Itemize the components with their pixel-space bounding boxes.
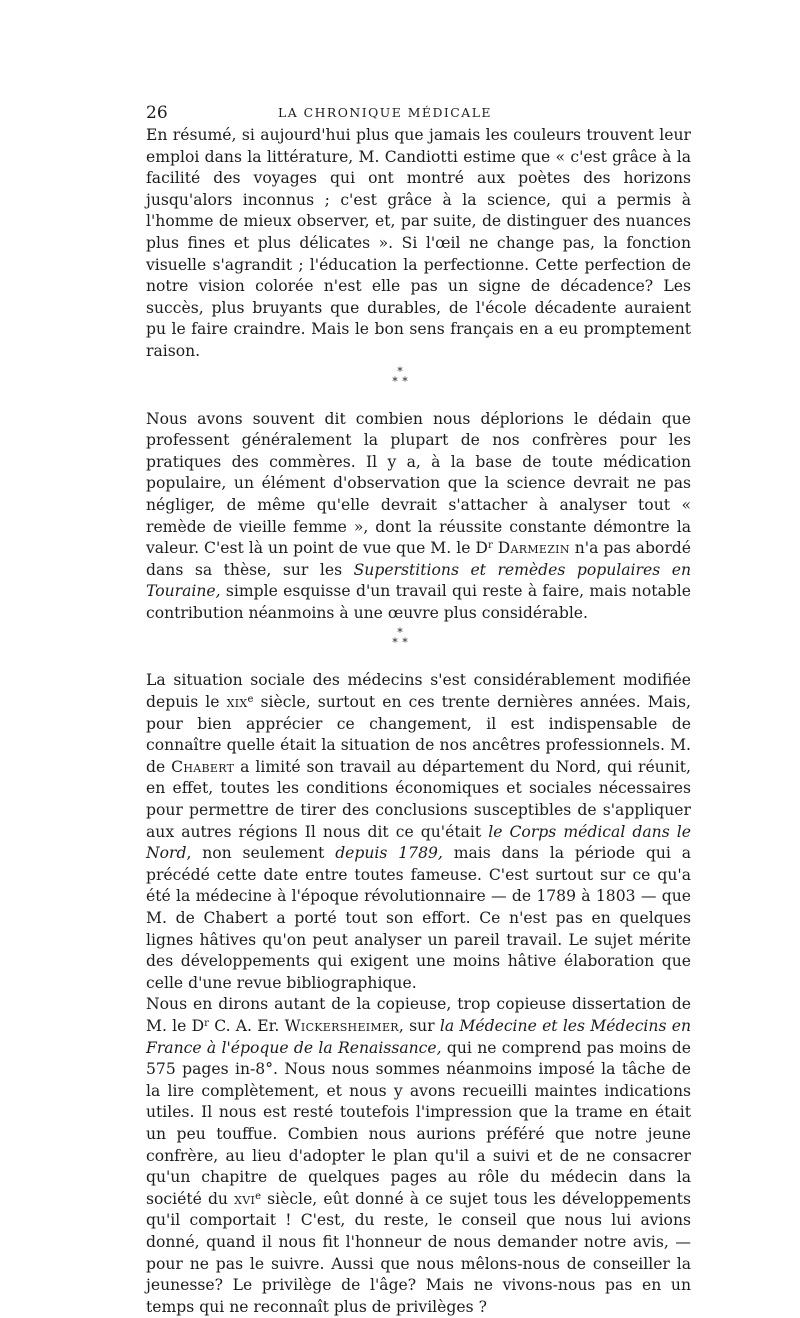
paragraph-text-end: siècle, eût donné à ce sujet tous les développements qu'il comportait ! C'est, du reste, le conseil que nous lui avions donné, quand il nous fit l'honneur de nous demander notre avis, — pour ne pas le suivre. Aussi que nous mêlons-nous de conseiller la jeunesse? Le privilège de l'âge? Mais ne vivons-nous pas en un temps qui ne reconnaît plus de privilèges ? (146, 1189, 692, 1316)
paragraph-text-middle: siècle, surtout en ces trente dernières années. Mais, pour bien apprécier ce changement, il est indispensable de connaître quelle était la situation de nos ancêtres professionnels. M. de (146, 693, 691, 776)
author-initials: C. A. Er. (208, 1016, 285, 1035)
period-phrase: depuis 1789, (335, 844, 443, 863)
author-name: Chabert (171, 757, 235, 776)
paragraph-text-end: mais dans la période qui a précédé cette date entre toutes fameuse. C'est surtout sur ce qu'a été la médecine à l'époque révolutionnaire — de 1789 à 1803 — que M. de Chabert a porté tout son effort. Ce n'est pas en quelques lignes hâtives qu'on peut analyser un pareil travail. Le sujet mérite des développements qui exigent une moins hâtive élaboration que celle d'une revue bibliographique. (146, 844, 692, 992)
paragraph-text-end: simple esquisse d'un travail qui reste à faire, mais notable contribution néanmoins à une œuvre plus considérable. (146, 582, 691, 622)
paragraph-text-start: La situation sociale des médecins s'est considérablement modifiée depuis le (146, 671, 691, 712)
paragraph-text: En résumé, si aujourd'hui plus que jamais les couleurs trouvent leur emploi dans la littérature, M. Candiotti estime que « c'est grâce à la facilité des voyages qui ont montré aux poètes des horizons jusqu'alors inconnus ; c'est grâce à la science, qui a permis à l'homme de mieux observer, et, par suite, de distinguer des nuances plus fines et plus délicates ». Si l'œil ne change pas, la fonction visuelle s'agrandit ; l'éducation la perfectionne. Cette perfection de notre vision colorée n'est elle pas un signe de décadence? Les succès, plus bruyants que durables, de l'école décadente auraient pu le faire craindre. Mais le bon sens français en a eu promptement raison. (146, 126, 691, 360)
author-name: Darmezin (497, 539, 570, 558)
work-title: le Corps médical dans le Nord (146, 822, 691, 863)
paragraph-text-after-author: , sur (398, 1016, 440, 1035)
running-head (146, 103, 691, 125)
paragraph-text-start: Nous avons souvent dit combien nous déplorions le dédain que professent généralement la plupart de nos confrères pour les pratiques des commères. Il y a, à la base de toute médication populaire, un élément d'observation que la science devrait ne pas négliger, de même qu'elle devrait s'attacher à analyser tout « remède de vieille femme », dont la réussite constante démontre la valeur. C'est là un point de vue que M. le D (146, 409, 691, 558)
paragraph-renaissance-dissertation (146, 994, 691, 1318)
century-superscript: e (255, 1190, 262, 1202)
section-break-asterism (146, 363, 691, 409)
asterism-star-left: * (392, 636, 398, 650)
text-column (146, 125, 691, 1318)
paragraph-text-middle: qui ne comprend pas moins de 575 pages in-8°. Nous nous sommes néanmoins imposé la tâche de la lire complètement, et nous y avons recueilli maintes indications utiles. Il nous est resté toutefois l'impression que la trame en était un peu touffue. Combien nous aurions préféré que notre jeune confrère, au lieu d'adopter le plan qu'il a suivi et de ne consacrer qu'un chapitre de quelques pages au rôle du médecin dans la société du (146, 1038, 691, 1208)
doctor-abbrev-superscript: r (487, 540, 493, 552)
asterism-star-top: * (397, 364, 403, 378)
paragraph-text-middle: n'a pas abordé dans sa thèse, sur les (146, 539, 691, 579)
journal-title: LA CHRONIQUE MÉDICALE (278, 105, 492, 120)
work-title: la Médecine et les Médecins en France à l'époque de la Renaissance, (146, 1016, 691, 1057)
asterism-star-top: * (397, 626, 403, 640)
thesis-title: Superstitions et remèdes populaires en Touraine, (146, 560, 691, 601)
asterism-star-right: * (402, 636, 408, 650)
century-numeral: xvi (234, 1189, 256, 1208)
asterism-star-left: * (392, 374, 398, 388)
century-numeral: xix (226, 693, 248, 712)
page-number: 26 (146, 103, 168, 123)
section-break-asterism (146, 624, 691, 670)
paragraph-text-after-title: , non seulement (186, 844, 336, 863)
century-superscript: e (247, 694, 254, 706)
paragraph-popular-remedies (146, 409, 691, 625)
paragraph-medical-profession-nord (146, 670, 691, 994)
paragraph-text-start: Nous en dirons autant de la copieuse, trop copieuse dissertation de M. le D (146, 995, 691, 1035)
doctor-abbrev-superscript: r (204, 1017, 209, 1029)
paragraph-text-after-author: a limité son travail au département du Nord, qui réunit, en effet, toutes les conditions économiques et sociales nécessaires pour permettre de tirer des conclusions susceptibles de s'appliquer aux autres régions Il nous dit ce qu'était (146, 757, 691, 841)
asterism-star-right: * (402, 374, 408, 388)
author-name: Wickersheimer (284, 1016, 399, 1035)
paragraph-colors-in-literature (146, 125, 691, 363)
